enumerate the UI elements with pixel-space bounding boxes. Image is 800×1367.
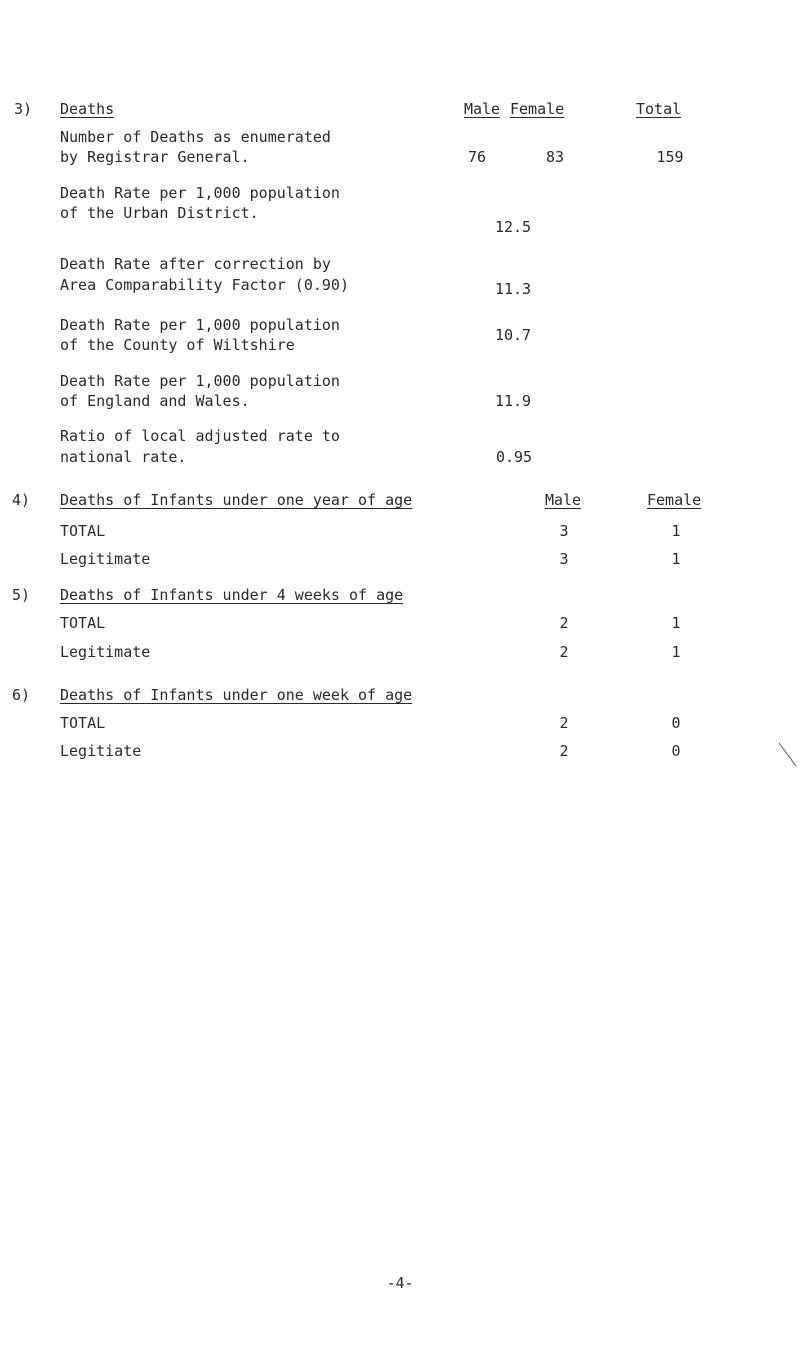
value-female: 83 — [545, 148, 565, 166]
section-heading: Deaths of Infants under one week of age — [60, 686, 413, 704]
value-female: 1 — [671, 614, 681, 632]
row-label: Legitiate — [60, 742, 142, 760]
row-label-line2: of the County of Wiltshire — [60, 336, 295, 354]
row-label-line1: Death Rate per 1,000 population — [60, 184, 340, 202]
value-female: 1 — [671, 550, 681, 568]
column-header-male: Male — [463, 100, 501, 118]
value-male: 2 — [559, 614, 569, 632]
section-heading: Deaths — [60, 100, 115, 118]
column-header-total: Total — [636, 100, 682, 118]
value-female: 1 — [671, 643, 681, 661]
row-label-line1: Death Rate per 1,000 population — [60, 316, 340, 334]
row-label: TOTAL — [60, 522, 106, 540]
rate-value: 10.7 — [494, 326, 532, 344]
row-label-line2: by Registrar General. — [60, 148, 250, 166]
column-header-female: Female — [647, 491, 702, 509]
row-label-line1: Death Rate per 1,000 population — [60, 372, 340, 390]
column-header-female: Female — [510, 100, 565, 118]
page-number: -4- — [386, 1274, 414, 1292]
value-male: 3 — [559, 550, 569, 568]
rate-value: 0.95 — [495, 448, 533, 466]
row-label-line2: national rate. — [60, 448, 187, 466]
row-label-line1: Death Rate after correction by — [60, 255, 331, 273]
value-male: 3 — [559, 522, 569, 540]
value-male: 76 — [467, 148, 487, 166]
row-label-line1: Ratio of local adjusted rate to — [60, 427, 340, 445]
section-heading: Deaths of Infants under one year of age — [60, 491, 413, 509]
value-male: 2 — [559, 742, 569, 760]
row-label-line2: of England and Wales. — [60, 392, 250, 410]
row-label: TOTAL — [60, 714, 106, 732]
value-male: 2 — [559, 643, 569, 661]
value-female: 0 — [671, 714, 681, 732]
rate-value: 11.9 — [494, 392, 532, 410]
rate-value: 12.5 — [494, 218, 532, 236]
column-header-male: Male — [544, 491, 582, 509]
row-label-line2: Area Comparability Factor (0.90) — [60, 276, 349, 294]
row-label-line1: Number of Deaths as enumerated — [60, 128, 331, 146]
section-number: 4) — [12, 491, 31, 509]
value-female: 0 — [671, 742, 681, 760]
value-female: 1 — [671, 522, 681, 540]
value-total: 159 — [656, 148, 684, 166]
section-heading: Deaths of Infants under 4 weeks of age — [60, 586, 404, 604]
row-label: TOTAL — [60, 614, 106, 632]
section-number: 5) — [12, 586, 31, 604]
row-label: Legitimate — [60, 550, 151, 568]
scan-mark — [776, 740, 800, 770]
row-label: Legitimate — [60, 643, 151, 661]
rate-value: 11.3 — [494, 280, 532, 298]
row-label-line2: of the Urban District. — [60, 204, 259, 222]
value-male: 2 — [559, 714, 569, 732]
section-number: 6) — [12, 686, 31, 704]
section-number: 3) — [14, 100, 33, 118]
